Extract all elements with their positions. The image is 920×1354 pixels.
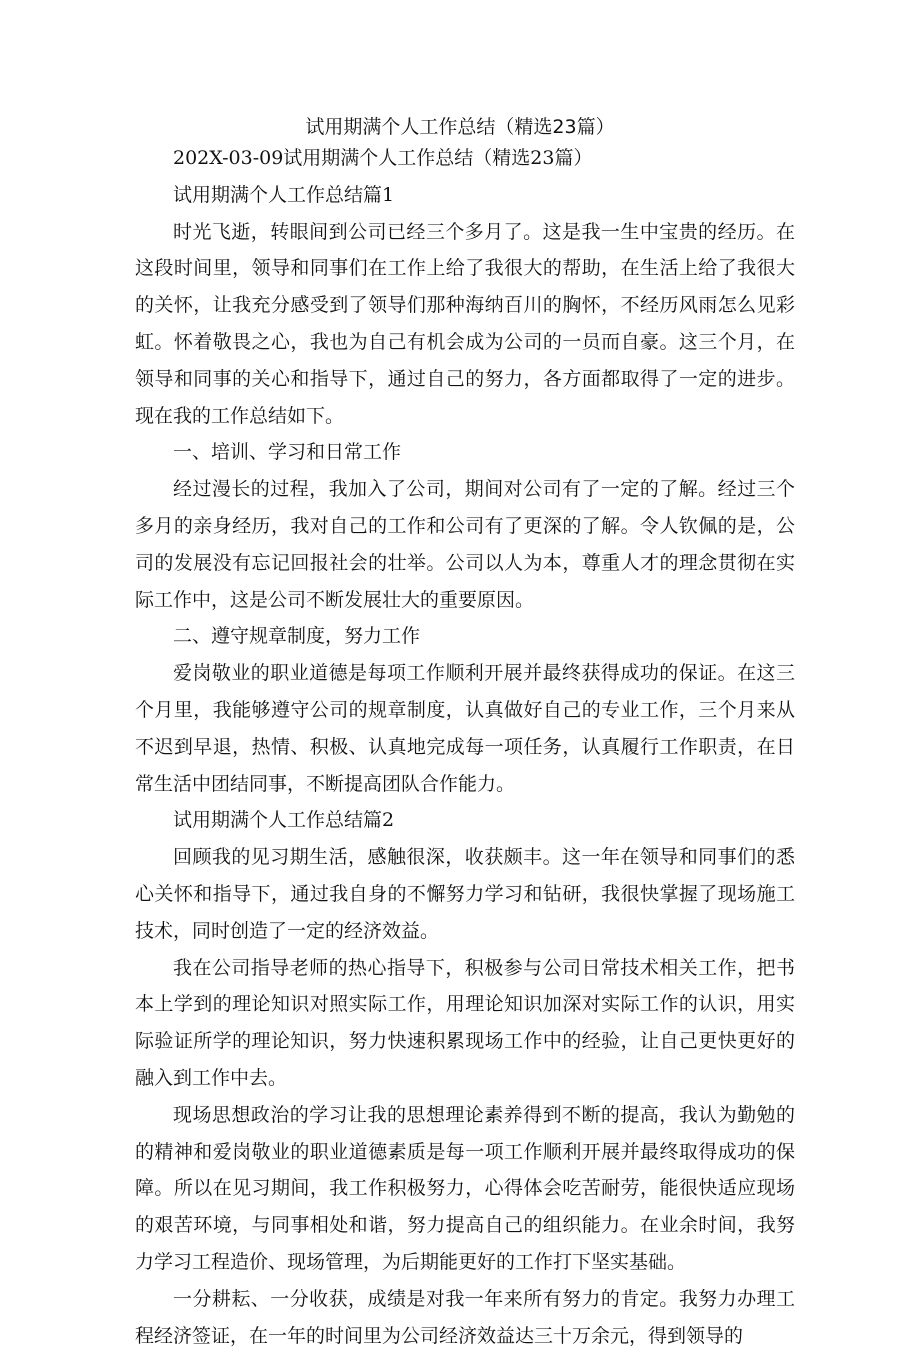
document-title: 试用期满个人工作总结（精选23篇） bbox=[305, 116, 615, 138]
body-paragraph: 一分耕耘、一分收获，成绩是对我一年来所有努力的肯定。我努力办理工程经济签证，在一年的时间里为公司经济效益达三十万余元，得到领导的 bbox=[135, 1287, 795, 1347]
subsection-heading-training: 一、培训、学习和日常工作 bbox=[173, 441, 402, 464]
body-paragraph: 经过漫长的过程，我加入了公司，期间对公司有了一定的了解。经过三个多月的亲身经历，我对自己的工作和公司有了更深的了解。令人钦佩的是，公司的发展没有忘记回报社会的壮举。公司以人为本，尊重人才的理念贯彻在实际工作中，这是公司不断发展壮大的重要原因。 bbox=[135, 478, 795, 611]
body-paragraph: 现场思想政治的学习让我的思想理论素养得到不断的提高，我认为勤勉的的精神和爱岗敬业的职业道德素质是每一项工作顺利开展并最终取得成功的保障。所以在见习期间，我工作积极努力，心得体会吃苦耐劳，能很快适应现场的艰苦环境，与同事相处和谐，努力提高自己的组织能力。在业余时间，我努力学习工程造价、现场管理，为后期能更好的工作打下坚实基础。 bbox=[135, 1103, 795, 1273]
subsection-heading-rules: 二、遵守规章制度，努力工作 bbox=[173, 625, 421, 648]
section-heading-1: 试用期满个人工作总结篇1 bbox=[173, 183, 395, 206]
body-paragraph: 回顾我的见习期生活，感触很深，收获颇丰。这一年在领导和同事们的悉心关怀和指导下，通过我自身的不懈努力学习和钻研，我很快掌握了现场施工技术，同时创造了一定的经济效益。 bbox=[135, 846, 795, 942]
document-body bbox=[135, 140, 795, 1354]
body-paragraph: 爱岗敬业的职业道德是每项工作顺利开展并最终获得成功的保证。在这三个月里，我能够遵守公司的规章制度，认真做好自己的专业工作，三个月来从不迟到早退，热情、积极、认真地完成每一项任务，认真履行工作职责，在日常生活中团结同事，不断提高团队合作能力。 bbox=[135, 662, 795, 795]
section-heading-2: 试用期满个人工作总结篇2 bbox=[173, 809, 395, 832]
date-line: 202X-03-09试用期满个人工作总结（精选23篇） bbox=[173, 147, 593, 169]
body-paragraph: 我在公司指导老师的热心指导下，积极参与公司日常技术相关工作，把书本上学到的理论知识对照实际工作，用理论知识加深对实际工作的认识，用实际验证所学的理论知识，努力快速积累现场工作中的经验，让自己更快更好的融入到工作中去。 bbox=[135, 956, 795, 1089]
body-paragraph: 时光飞逝，转眼间到公司已经三个多月了。这是我一生中宝贵的经历。在这段时间里，领导和同事们在工作上给了我很大的帮助，在生活上给了我很大的关怀，让我充分感受到了领导们那种海纳百川的胸怀，不经历风雨怎么见彩虹。怀着敬畏之心，我也为自己有机会成为公司的一员而自豪。这三个月，在领导和同事的关心和指导下，通过自己的努力，各方面都取得了一定的进步。现在我的工作总结如下。 bbox=[135, 220, 795, 427]
